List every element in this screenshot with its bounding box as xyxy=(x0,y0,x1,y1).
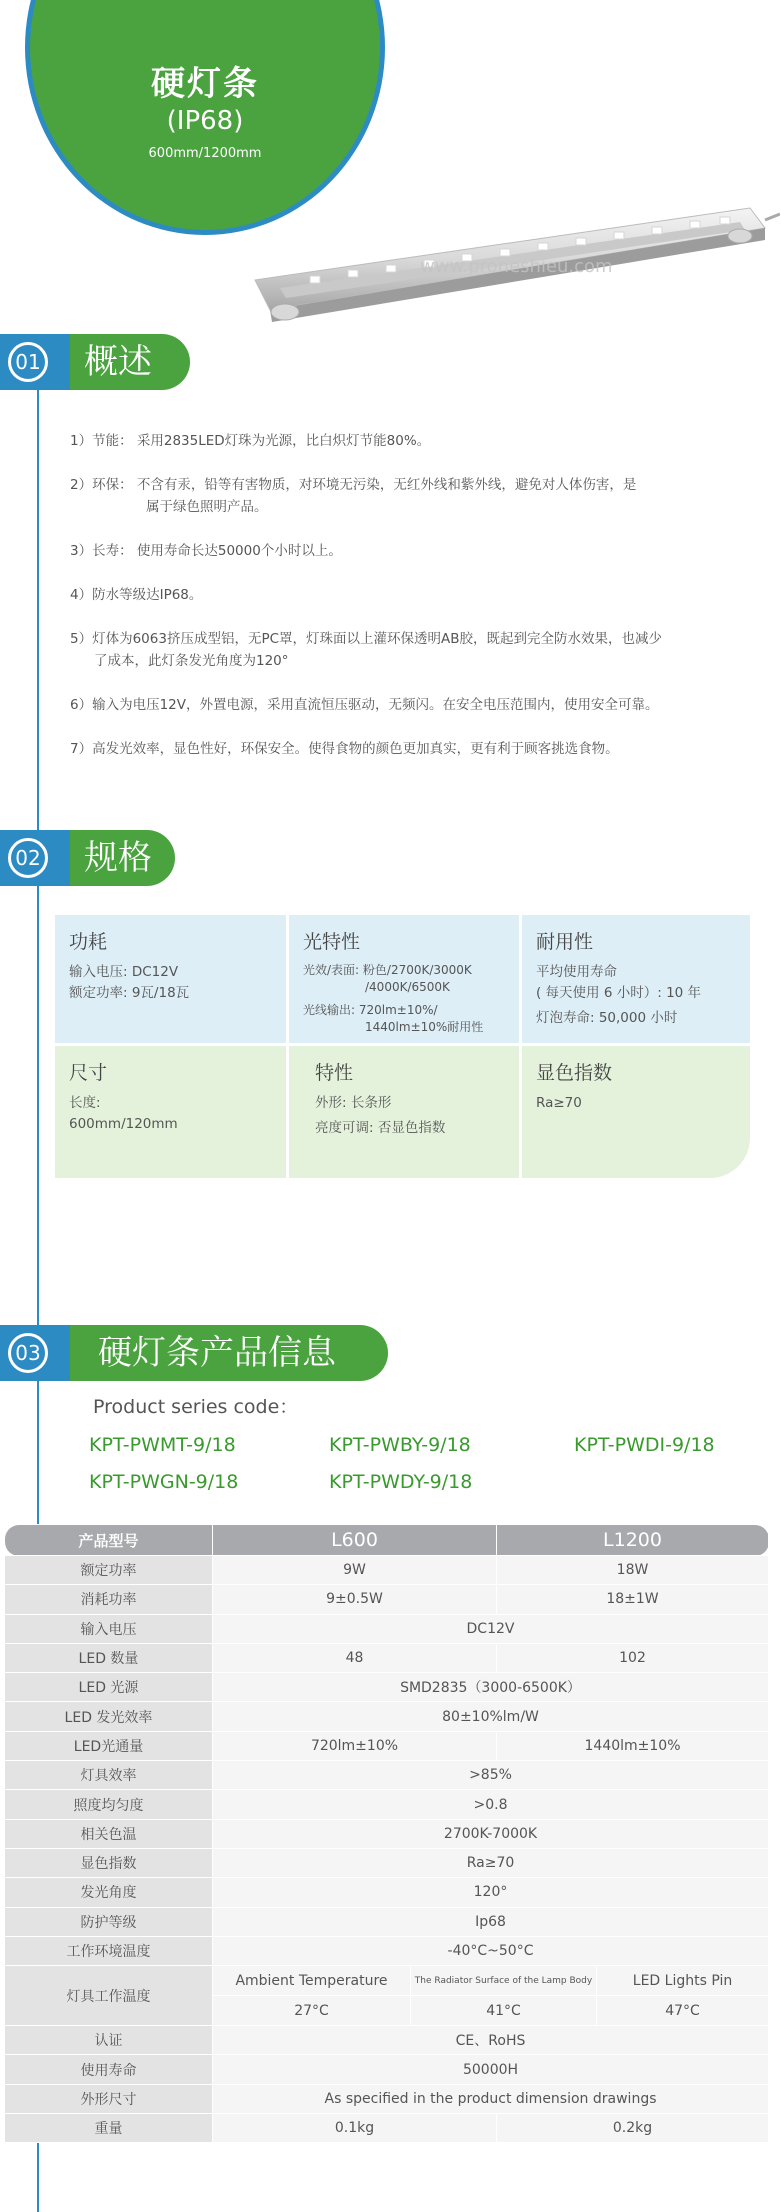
table-row: 显色指数 Ra≥70 xyxy=(5,1848,769,1877)
spec-durability: 耐用性 平均使用寿命 ( 每天使用 6 小时）: 10 年 灯泡寿命: 50,000 小时 xyxy=(522,915,750,1043)
model-code: KPT-PWDI-9/18 xyxy=(574,1434,715,1456)
table-row: 重量 0.1kg 0.2kg xyxy=(5,2114,769,2143)
spec-cri: 显色指数 Ra≥70 xyxy=(522,1046,750,1178)
table-row: LED 数量 48 102 xyxy=(5,1643,769,1672)
table-row: LED 光源 SMD2835（3000-6500K） xyxy=(5,1673,769,1702)
overview-list xyxy=(70,430,730,782)
table-row: 照度均匀度 >0.8 xyxy=(5,1790,769,1819)
table-row: 外形尺寸 As specified in the product dimension drawings xyxy=(5,2084,769,2113)
section-number: 02 xyxy=(8,838,48,878)
hero-subtitle: (IP68) xyxy=(166,106,244,136)
hero-title: 硬灯条 xyxy=(151,64,259,104)
model-code: KPT-PWDY-9/18 xyxy=(329,1471,473,1493)
table-row: 使用寿命 50000H xyxy=(5,2055,769,2084)
list-item: 6）输入为电压12V，外置电源，采用直流恒压驱动，无频闪。在安全电压范围内，使用安全可靠。 xyxy=(70,697,659,713)
spec-size: 尺寸 长度: 600mm/120mm xyxy=(55,1046,286,1178)
model-code: KPT-PWMT-9/18 xyxy=(89,1434,236,1456)
series-code-label: Product series code： xyxy=(93,1396,299,1418)
table-row: LED 发光效率 80±10%lm/W xyxy=(5,1702,769,1731)
table-header: 产品型号 L600 L1200 xyxy=(5,1525,769,1556)
list-item: 3）长寿： 使用寿命长达50000个小时以上。 xyxy=(70,543,342,559)
hero-size: 600mm/1200mm xyxy=(148,146,262,161)
model-code: KPT-PWBY-9/18 xyxy=(329,1434,471,1456)
spec-light: 光特性 光效/表面: 粉色/2700K/3000K /4000K/6500K 光线输出: 720lm±10%/ 1440lm±10%耐用性 xyxy=(289,915,519,1043)
watermark-text: www.proneshieu.com xyxy=(420,256,613,277)
section-number: 01 xyxy=(8,342,48,382)
list-item: 4）防水等级达IP68。 xyxy=(70,587,203,603)
table-row: 额定功率 9W 18W xyxy=(5,1556,769,1585)
table-row: 输入电压 DC12V xyxy=(5,1614,769,1643)
section-title: 规格 xyxy=(70,830,175,886)
section-number: 03 xyxy=(8,1333,48,1373)
section-title: 硬灯条产品信息 xyxy=(70,1325,388,1381)
table-row: 工作环境温度 -40°C~50°C xyxy=(5,1936,769,1965)
spec-grid xyxy=(55,915,750,1178)
table-row: 防护等级 Ip68 xyxy=(5,1907,769,1936)
spec-power: 功耗 输入电压: DC12V 额定功率: 9瓦/18瓦 xyxy=(55,915,286,1043)
product-table xyxy=(4,1524,769,2143)
list-item: 1）节能： 采用2835LED灯珠为光源，比白炽灯节能80%。 xyxy=(70,433,431,449)
table-row: 发光角度 120° xyxy=(5,1878,769,1907)
spec-feature: 特性 外形: 长条形 亮度可调: 否显色指数 xyxy=(289,1046,519,1178)
model-code: KPT-PWGN-9/18 xyxy=(89,1471,239,1493)
table-row: LED光通量 720lm±10% 1440lm±10% xyxy=(5,1731,769,1760)
table-row: 灯具工作温度 Ambient Temperature The Radiator Surface of the Lamp Body LED Lights Pin xyxy=(5,1966,769,1996)
table-row: 认证 CE、RoHS xyxy=(5,2026,769,2055)
table-row: 灯具效率 >85% xyxy=(5,1761,769,1790)
list-item: 2）环保： 不含有汞，铅等有害物质，对环境无污染，无红外线和紫外线，避免对人体伤害，是 属于绿色照明产品。 xyxy=(70,477,637,515)
table-row: 消耗功率 9±0.5W 18±1W xyxy=(5,1585,769,1614)
list-item: 7）高发光效率，显色性好，环保安全。使得食物的颜色更加真实，更有利于顾客挑选食物。 xyxy=(70,741,619,757)
table-row: 27°C 41°C 47°C xyxy=(5,1996,769,2026)
list-item: 5）灯体为6063挤压成型铝，无PC罩，灯珠面以上灌环保透明AB胶，既起到完全防水效果，也减少 了成本，此灯条发光角度为120° xyxy=(70,631,663,669)
section-title: 概述 xyxy=(70,334,190,390)
table-row: 相关色温 2700K-7000K xyxy=(5,1819,769,1848)
led-bar-image xyxy=(250,200,780,340)
